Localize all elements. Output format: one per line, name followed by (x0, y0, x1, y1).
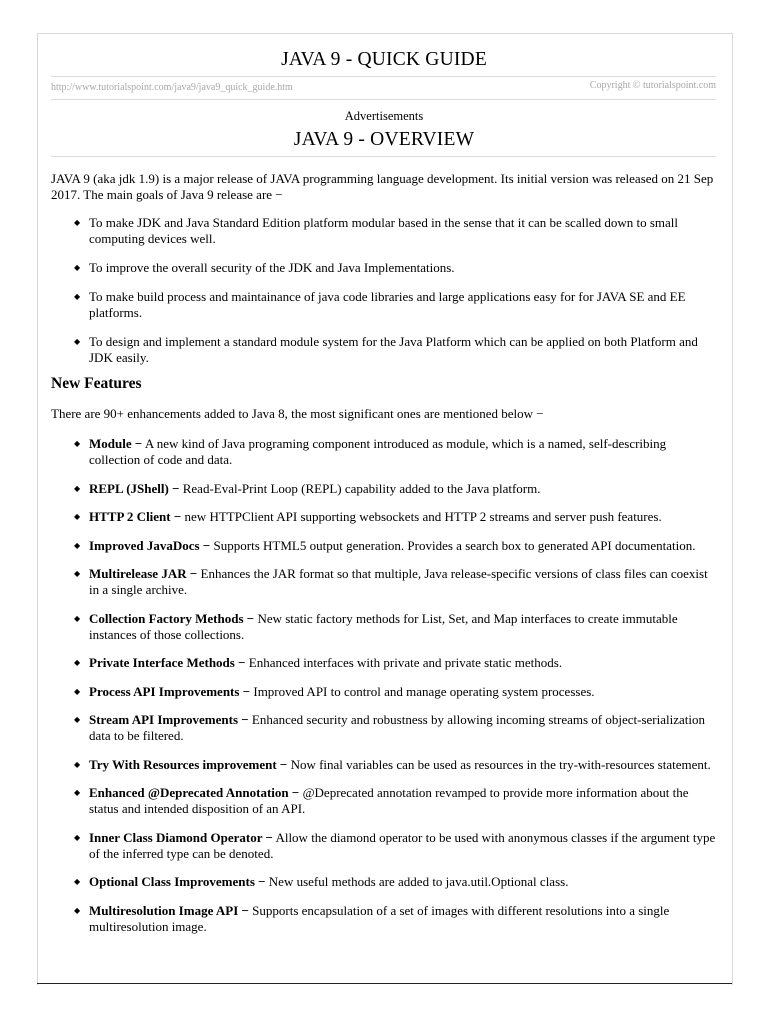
feature-term: Process API Improvements − (89, 683, 251, 699)
bullet-icon: ◆ (74, 686, 81, 696)
feature-term: Stream API Improvements − (89, 712, 249, 727)
bullet-icon: ◆ (74, 905, 81, 915)
feature-desc: Enhanced interfaces with private and private static methods. (248, 655, 563, 670)
page-title: JAVA 9 - QUICK GUIDE (281, 49, 487, 70)
feature-term: Optional Class Improvements − (89, 874, 266, 889)
list-item (73, 757, 719, 773)
bullet-icon: ◆ (74, 788, 81, 797)
new-features-heading: New Features (51, 375, 142, 392)
features-list (73, 436, 719, 947)
bullet-icon: ◆ (74, 715, 81, 724)
feature-term: Enhanced @Deprecated Annotation − (89, 785, 300, 800)
list-item (73, 566, 719, 598)
feature-term: Inner Class Diamond Operator − (89, 829, 273, 845)
bullet-icon: ◆ (74, 658, 81, 667)
goal-text: To make JDK and Java Standard Edition platform modular based in the sense that it can be scalled down to small computing devices well. (89, 215, 678, 246)
page-bottom-rule (37, 983, 732, 984)
feature-desc: Enhanced security and robustness by allowing incoming streams of object-serialization data to be filtered. (89, 712, 705, 743)
feature-term: Multirelease JAR − (89, 566, 198, 581)
list-item (73, 830, 719, 862)
overview-intro: JAVA 9 (aka jdk 1.9) is a major release of JAVA programming language development. Its initial version was released on 21 Sep 2017. The main goals of Java 9 release are − (51, 171, 714, 202)
new-features-intro: There are 90+ enhancements added to Java 8, the most significant ones are mentioned below − (51, 406, 544, 421)
goal-text: To make build process and maintainance of java code libraries and large applications easy for for JAVA SE and EE platforms. (89, 289, 686, 320)
goals-list (73, 215, 719, 379)
bullet-icon: ◆ (74, 759, 81, 769)
list-item (73, 684, 719, 700)
copyright-text: Copyright © tutorialspoint.com (589, 80, 716, 91)
source-url[interactable]: http://www.tutorialspoint.com/java9/java9_quick_guide.htm (51, 82, 293, 93)
list-item (73, 481, 719, 497)
feature-desc: New useful methods are added to java.util.Optional class. (268, 874, 569, 889)
feature-desc: new HTTPClient API supporting websockets and HTTP 2 streams and server push features. (184, 509, 662, 524)
feature-term: Module − (89, 436, 143, 451)
bullet-icon: ◆ (74, 512, 81, 521)
feature-desc: Supports HTML5 output generation. Provides a search box to generated API documentation. (213, 537, 696, 553)
feature-term: Try With Resources improvement − (89, 756, 288, 772)
bullet-icon: ◆ (74, 613, 81, 623)
feature-term: HTTP 2 Client − (89, 509, 182, 524)
bullet-icon: ◆ (74, 540, 81, 550)
feature-term: Collection Factory Methods − (89, 610, 255, 626)
bullet-icon: ◆ (74, 439, 81, 448)
goal-text: To improve the overall security of the JDK and Java Implementations. (89, 260, 455, 275)
feature-desc: Enhances the JAR format so that multiple, Java release-specific versions of class files can coexist in a single archive. (89, 566, 708, 597)
list-item (73, 611, 719, 643)
list-item (73, 260, 719, 276)
feature-desc: Allow the diamond operator to be used with anonymous classes if the argument type of the inferred type can be denoted. (89, 829, 716, 861)
bullet-icon: ◆ (74, 337, 81, 346)
section-divider (51, 156, 716, 157)
list-item (73, 289, 719, 321)
feature-term: REPL (JShell) − (89, 480, 180, 496)
goal-text: To design and implement a standard module system for the Java Platform which can be applied on both Platform and JDK easily. (89, 334, 698, 365)
bullet-icon: ◆ (74, 263, 81, 272)
list-item (73, 903, 719, 935)
list-item (73, 712, 719, 744)
bullet-icon: ◆ (74, 569, 81, 578)
list-item (73, 538, 719, 554)
feature-desc: New static factory methods for List, Set, and Map interfaces to create immutable instances of those collections. (89, 610, 678, 642)
bullet-icon: ◆ (74, 292, 81, 301)
feature-desc: Read-Eval-Print Loop (REPL) capability added to the Java platform. (182, 480, 541, 496)
feature-term: Multiresolution Image API − (89, 902, 249, 918)
bullet-icon: ◆ (74, 218, 81, 227)
list-item (73, 215, 719, 247)
list-item (73, 509, 719, 525)
feature-desc: Supports encapsulation of a set of images with different resolutions into a single multiresolution image. (89, 902, 670, 934)
advertisements-label: Advertisements (344, 109, 424, 123)
feature-desc: Now final variables can be used as resources in the try-with-resources statement. (290, 756, 711, 772)
feature-term: Private Interface Methods − (89, 655, 246, 670)
bullet-icon: ◆ (74, 877, 81, 886)
list-item (73, 655, 719, 671)
list-item (73, 334, 719, 366)
list-item (73, 785, 719, 817)
header-divider (51, 76, 716, 77)
bullet-icon: ◆ (74, 483, 81, 493)
list-item (73, 436, 719, 468)
section-title-overview: JAVA 9 - OVERVIEW (293, 129, 475, 150)
feature-desc: @Deprecated annotation revamped to provide more information about the status and intended disposition of an API. (89, 785, 689, 816)
feature-desc: Improved API to control and manage operating system processes. (253, 683, 595, 699)
feature-desc: A new kind of Java programing component introduced as module, which is a named, self-describing collection of code and data. (89, 436, 667, 467)
bullet-icon: ◆ (74, 832, 81, 842)
meta-divider (51, 99, 716, 100)
feature-term: Improved JavaDocs − (89, 537, 211, 553)
list-item (73, 874, 719, 890)
